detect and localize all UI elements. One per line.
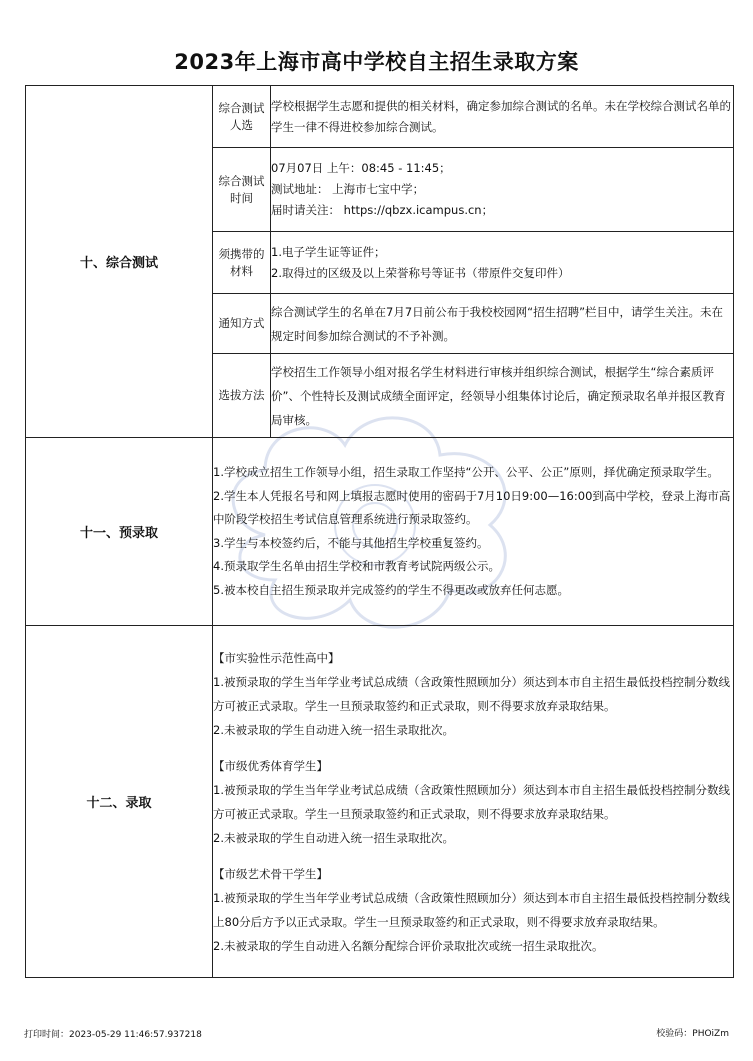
section-10-title: 十、综合测试 [26,86,213,438]
row-label: 综合测试人选 [213,86,271,148]
table-row [26,626,734,978]
section-11-content: 1.学校成立招生工作领导小组，招生录取工作坚持“公开、公平、公正”原则，择优确定预录取学生。 2.学生本人凭报名号和网上填报志愿时使用的密码于7月10日9:00—16:00到高中学校，登录上海市高中阶段学校招生考试信息管理系统进行预录取签约。 3.学生与本校签约后，不能与其他招生学校重复签约。 4.预录取学生名单由招生学校和市教育考试院两级公示。 5.被本校自主招生预录取并完成签约的学生不得更改或放弃任何志愿。 [213,438,734,626]
row-content: 学校根据学生志愿和提供的相关材料，确定参加综合测试的名单。未在学校综合测试名单的学生一律不得进校参加综合测试。 [271,86,734,148]
check-code: 校验码：PHOiZm [656,1029,729,1039]
table-row [26,86,734,148]
row-content: 学校招生工作领导小组对报名学生材料进行审核并组织综合测试，根据学生“综合素质评价”、个性特长及测试成绩全面评定，经领导小组集体讨论后，确定预录取名单并报区教育局审核。 [271,354,734,438]
page-title: 2023年上海市高中学校自主招生录取方案 [174,50,579,74]
section-12-title: 十二、录取 [26,626,213,978]
row-content: 综合测试学生的名单在7月7日前公布于我校校园网“招生招聘”栏目中，请学生关注。未在规定时间参加综合测试的不予补测。 [271,294,734,354]
row-label: 综合测试时间 [213,148,271,232]
row-content: 1.电子学生证等证件； 2.取得过的区级及以上荣誉称号等证书（带原件交复印件） [271,232,734,294]
row-label: 通知方式 [213,294,271,354]
print-time: 打印时间：2023-05-29 11:46:57.937218 [24,1030,202,1040]
group-heading: 【市级艺术骨干学生】 [213,866,328,881]
section-12-content: 【市实验性示范性高中】 1.被预录取的学生当年学业考试总成绩（含政策性照顾加分）须达到本市自主招生最低投档控制分数线方可被正式录取。学生一旦预录取签约和正式录取，则不得要求放弃录取结果。 2.未被录取的学生自动进入统一招生录取批次。 【市级优秀体育学生】 1.被预录取的学生当年学业考试总成绩（含政策性照顾加分）须达到本市自主招生最低投档控制分数线方可被正式录取。学生一旦预录取签约和正式录取，则不得要求放弃录取结果。 2.未被录取的学生自动进入统一招生录取批次。 【市级艺术骨干学生】 1.被预录取的学生当年学业考试总成绩（含政策性照顾加分）须达到本市自主招生最低投档控制分数线上80分后方予以正式录取。学生一旦预录取签约和正式录取，则不得要求放弃录取结果。 2.未被录取的学生自动进入名额分配综合评价录取批次或统一招生录取批次。 [213,626,734,978]
group-heading: 【市级优秀体育学生】 [213,758,328,773]
row-label: 选拔方法 [213,354,271,438]
admission-table [25,85,734,978]
row-content: 07月07日 上午：08:45 - 11:45； 测试地址： 上海市七宝中学； 届时请关注： https://qbzx.icampus.cn； [271,148,734,232]
row-label: 须携带的材料 [213,232,271,294]
table-row [26,438,734,626]
section-11-title: 十一、预录取 [26,438,213,626]
group-heading: 【市实验性示范性高中】 [213,650,340,665]
